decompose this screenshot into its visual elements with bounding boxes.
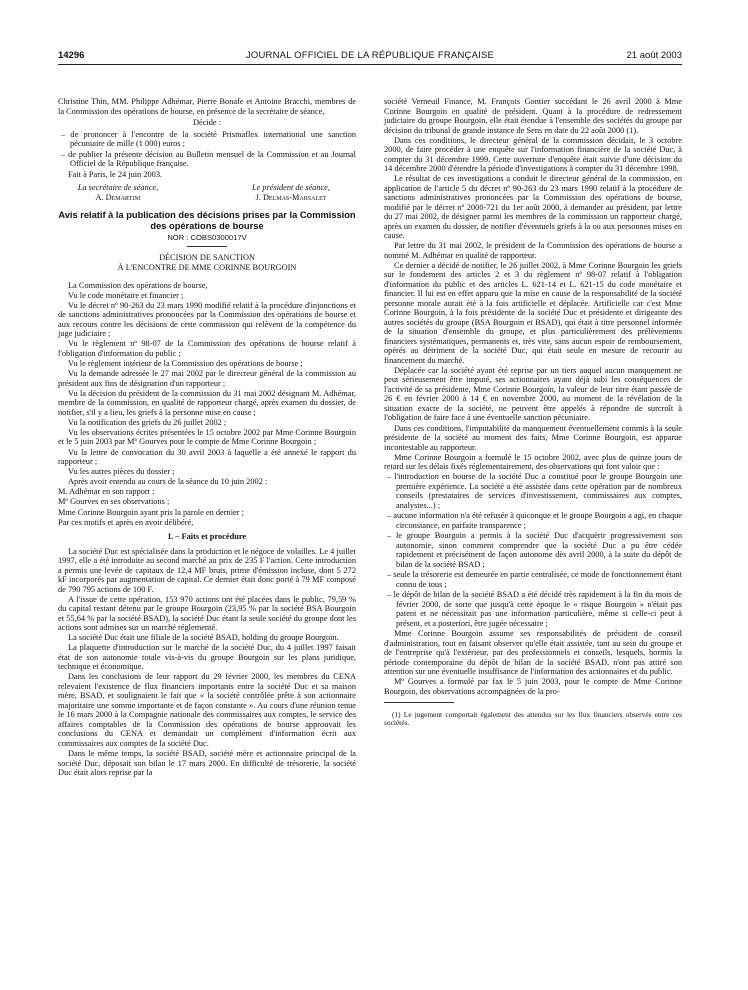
- body-paragraph: Mme Corinne Bourgoin assume ses responsabilités de président de conseil d'administration, tout en faisant observer qu'elle était assistée, tant au sein du groupe et de l'entreprise qu'à l'extérieur, par des professionnels et conseils, lesquels, hormis la période contemporaine du dépôt de bilan de la société BSAD, n'ont pas attiré son attention sur une éventuelle insuffisance de l'information des actionnaires et du public.: [384, 629, 682, 677]
- list-item: – aucune information n'a été refusée à quiconque et le groupe Bourgoin a agi, en chaque circonstance, en parfaite transparence ;: [387, 511, 682, 530]
- body-paragraph: Dans ces conditions, le directeur général de la commission décidait, le 3 octobre 2000, de faire procéder à une enquête sur l'information financière de la société Duc, à compter du 31 décembre 1999. Cette ouverture d'enquête était suivie d'une décision du 14 décembre 2000 d'étendre la période d'investigations à compter du 31 décembre 1998.: [384, 135, 682, 174]
- body-paragraph: Vu la notification des griefs du 26 juillet 2002 ;: [68, 417, 227, 427]
- footnote: (1) Le jugement comportait également des attendus sur les flux financiers observés entre ces sociétés.: [384, 709, 682, 728]
- body-paragraph: La société Duc était une filiale de la société BSAD, holding du groupe Bourgoin.: [68, 633, 339, 643]
- body-paragraph: Par ces motifs et après en avoir délibéré,: [58, 517, 194, 527]
- body-paragraph: Mme Corinne Bourgoin a formulé le 15 octobre 2002, avec plus de quinze jours de retard sur les délais fixés réglementairement, des observations qui font valoir que :: [384, 452, 682, 472]
- decide-item: – de publier la présente décision au Bulletin mensuel de la Commission et au Journal Officiel de la République française.: [61, 149, 356, 168]
- body-paragraph: Dans les conclusions de leur rapport du 29 février 2000, les membres du CENA relevaient l'existence de flux financiers importants entre la société Duc et sa maison mère, BSAD, et soulignaient le fait que « la société contrôlée prête à son actionnaire majoritaire une somme importante et de façon constante ». Au cours d'une réunion tenue le 16 mars 2000 à la Compagnie nationale des commissaires aux comptes, le service des affaires comptables de la Commission des opérations de bourse approuvait les conclusions du CENA et demandait un complément d'information écrit aux commissaires aux comptes de la société Duc.: [58, 672, 356, 748]
- footnote-rule: [384, 702, 454, 703]
- body-paragraph: Après avoir entendu au cours de la séance du 10 juin 2002 :: [68, 477, 268, 487]
- decision-title-line-2: À L'ENCONTRE DE MME CORINNE BOURGOIN: [117, 262, 297, 272]
- body-paragraph: Vu la lettre de convocation du 30 avril 2003 à laquelle a été annexé le rapport du rapporteur ;: [58, 447, 356, 467]
- body-paragraph: Vu le règlement nº 98-07 de la Commission des opérations de bourse relatif à l'obligation d'information du public ;: [58, 339, 356, 358]
- body-paragraph: M. Adhémar en son rapport ;: [58, 487, 155, 497]
- body-paragraph: La Commission des opérations de bourse,: [68, 280, 208, 290]
- body-paragraph: La plaquette d'introduction sur le marché de la société Duc, du 4 juillet 1997 faisait état de son autonomie totale vis-à-vis du groupe Bourgoin sur les plans juridique, technique et économique.: [58, 643, 356, 672]
- nor-reference: NOR : COBS0300017V: [167, 233, 247, 243]
- left-column: [58, 97, 356, 778]
- signature-right-title: Le président de séance,: [252, 183, 330, 192]
- signature-right: [226, 183, 356, 203]
- issue-date: 21 août 2003: [626, 50, 682, 61]
- body-paragraph: Le résultat de ces investigations a conduit le directeur général de la commission, en application de l'article 5 du décret nº 90-263 du 23 mars 1990 relatif à la procédure de sanctions administratives prononcées par la Commission des opérations de bourse, modifié par le décret nº 2000-721 du 1er août 2000, à demander au président, par lettre du 27 mai 2002, de désigner parmi les membres de la commission un rapporteur chargé, après un examen du dossier, de notifier d'éventuels griefs à la ou aux personnes mises en cause.: [384, 174, 682, 241]
- body-paragraph: Mme Corinne Bourgoin ayant pris la parole en dernier ;: [58, 507, 244, 517]
- body-paragraph: La société Duc est spécialisée dans la production et le négoce de volailles. Le 4 juillet 1997, elle a été introduite au second marché au prix de 235 F l'action. Cette introduction a permis une levée de capitaux de 12,4 MF bruts, prime d'émission incluse, dont 5 272 kF incorporés par augmentation de capital. Ce dernier était donc porté à 79 MF composé de 790 795 actions de 100 F.: [58, 546, 356, 594]
- body-paragraph: Vu les autres pièces du dossier ;: [68, 467, 175, 477]
- body-paragraph: Vu le code monétaire et financier ;: [68, 290, 184, 300]
- body-paragraph: Dans le même temps, la société BSAD, société mère et actionnaire principal de la société Duc, déposait son bilan le 17 mars 2000. En difficulté de trésorerie, la société Duc était alors reprise par la: [58, 749, 356, 778]
- body-paragraph: Vu le règlement intérieur de la Commission des opérations de bourse ;: [68, 359, 303, 369]
- section-heading: I. – Faits et procédure: [167, 532, 247, 542]
- list-item: – le dépôt de bilan de la société BSAD a été décidé très rapidement à la fin du mois de février 2000, de sorte que jusqu'à cette époque le « risque Bourgoin » n'était pas patent et ne nécessitait pas une information particulière, même si celle-ci peut à présent, et a posteriori, être jugée nécessaire ;: [387, 590, 682, 628]
- page-header: [58, 50, 682, 64]
- body-paragraph: Par lettre du 31 mai 2002, le président de la Commission des opérations de bourse a nommé M. Adhémar en qualité de rapporteur.: [384, 241, 682, 260]
- body-paragraph: Dans ces conditions, l'imputabilité du manquement éventuellement commis à la seule présidente de la société au moment des faits, Mme Corinne Bourgoin, est apparue incontestable au rapporteur.: [384, 423, 682, 452]
- header-rule: [58, 64, 682, 65]
- body-paragraph: société Verneuil Finance, M. François Gontier succédant le 26 avril 2000 à Mme Corinne Bourgoin en qualité de président. Quant à la procédure de redressement judiciaire du groupe Bourgoin, elle était étendue à l'ensemble des sociétés du groupe par décision du tribunal de grande instance de Sens en date du 22 août 2000 (1).: [384, 97, 682, 135]
- body-paragraph: Mº Gourves a formulé par fax le 5 juin 2003, pour le compte de Mme Corinne Bourgoin, des observations accompagnées de la pro-: [384, 677, 682, 696]
- signature-left: [58, 183, 178, 203]
- list-item: – l'introduction en bourse de la société Duc a constitué pour le groupe Bourgoin une première expérience. La société a été assistée dans cette opération par de nombreux conseils (prestataires de services d'investissement, commissaires aux comptes, analystes...) ;: [387, 472, 682, 510]
- list-item: – le groupe Bourgoin a permis à la société Duc d'acquérir progressivement son autonomie, sinon comment comprendre que la société Duc a pu être cédée rapidement et précisément de façon autonome dès avril 2000, à la suite du dépôt de bilan de la société BSAD ;: [387, 531, 682, 569]
- decide-item: – de prononcer à l'encontre de la société Prismaflex international une sanction pécuniaire de mille (1 000) euros ;: [61, 129, 356, 148]
- body-paragraph: Vu les observations écrites présentées le 15 octobre 2002 par Mme Corinne Bourgoin et le 5 juin 2003 par Mº Gourves pour le compte de Mme Corinne Bourgoin ;: [58, 427, 356, 447]
- body-paragraph: Déplacée car la société ayant été reprise par un tiers auquel aucun manquement ne peut sérieusement être imputé, ses actionnaires ayant déjà subi les conséquences de l'activité de sa présidente, Mme Corinne Bourgoin, la valeur de leur titre étant passée de 26 € en février 2000 à 14 € en novembre 2000, au moment de la révélation de la situation exacte de la société, ne peuvent être appelés à répondre de surcroît à l'obligation de faire face à une éventuelle sanction pécuniaire.: [384, 365, 682, 423]
- signature-right-name: J. Delmas-Marsalet: [255, 193, 327, 202]
- body-paragraph: Vu la demande adressée le 27 mai 2002 par le directeur général de la commission au président aux fins de désignation d'un rapporteur ;: [58, 369, 356, 388]
- journal-title: JOURNAL OFFICIEL DE LA RÉPUBLIQUE FRANÇAISE: [245, 50, 495, 61]
- body-paragraph: A l'issue de cette opération, 153 970 actions ont été placées dans le public, 79,59 % du capital restant détenu par le groupe Bourgoin (23,95 % par la société BSA Bourgoin et 55,64 % par la société BSAD), la société Duc étant la seule société du groupe dont les actions sont admises sur un marché réglementé.: [58, 594, 356, 633]
- done-at-line: Fait à Paris, le 24 juin 2003.: [68, 169, 163, 179]
- signature-left-title: La secrétaire de séance,: [77, 183, 159, 192]
- body-paragraph: Mº Gourves en ses observations ;: [58, 497, 170, 507]
- signature-left-name: A. Demartini: [95, 193, 141, 202]
- intro-paragraph: Christine Thin, MM. Philippe Adhémar, Pierre Bonafe et Antoine Bracchi, membres de la Commission des opérations de bourse, en présence de la secrétaire de séance,: [58, 97, 356, 116]
- signature-block: [58, 183, 356, 204]
- avis-title: Avis relatif à la publication des décisions prises par la Commission des opérations de bourse: [58, 210, 356, 231]
- decision-title-line-1: DÉCISION DE SANCTION: [159, 252, 255, 262]
- body-paragraph: Vu le décret nº 90-263 du 23 mars 1990 modifié relatif à la procédure d'injonctions et de sanctions administratives prononcées par la Commission des opérations de bourse et aux recours contre les décisions de cette commission qui relèvent de la compétence du juge judiciaire ;: [58, 300, 356, 339]
- decide-heading: Décide :: [192, 118, 222, 127]
- page-number: 14296: [58, 50, 85, 61]
- decision-title: [58, 253, 356, 273]
- list-item: – seule la trésorerie est demeurée en partie centralisée, ce mode de fonctionnement étant connu de tous ;: [387, 570, 682, 589]
- right-column: [384, 97, 682, 735]
- title-divider: [187, 246, 227, 247]
- body-paragraph: Vu la décision du président de la commission du 31 mai 2002 désignant M. Adhémar, membre de la commission, en qualité de rapporteur chargé, après examen du dossier, de notifier, s'il y a lieu, les griefs à la personne mise en cause ;: [58, 388, 356, 417]
- body-paragraph: Ce dernier a décidé de notifier, le 26 juillet 2002, à Mme Corinne Bourgoin les griefs sur le fondement des articles 2 et 3 du règlement nº 98-07 relatif à l'obligation d'information du public et des articles L. 621-14 et L. 621-15 du code monétaire et financier. Il lui est en effet apparu que la mise en cause de la responsabilité de la société personne morale aurait été à la fois artificielle et déplacée. Artificielle car c'est Mme Corinne Bourgoin, à la fois présidente de la société Duc et présidente et dirigeante des autres sociétés du groupe (BSA Bourgoin et BSAD), qui était à titre personnel informée de la situation d'ensemble du groupe, et plus particulièrement des prélèvements financiers systématiques, permanents et, très vite, sans aucun espoir de remboursement, opérés au détriment de la société Duc, qui était seule en mesure de recourir au financement du marché.: [384, 260, 682, 365]
